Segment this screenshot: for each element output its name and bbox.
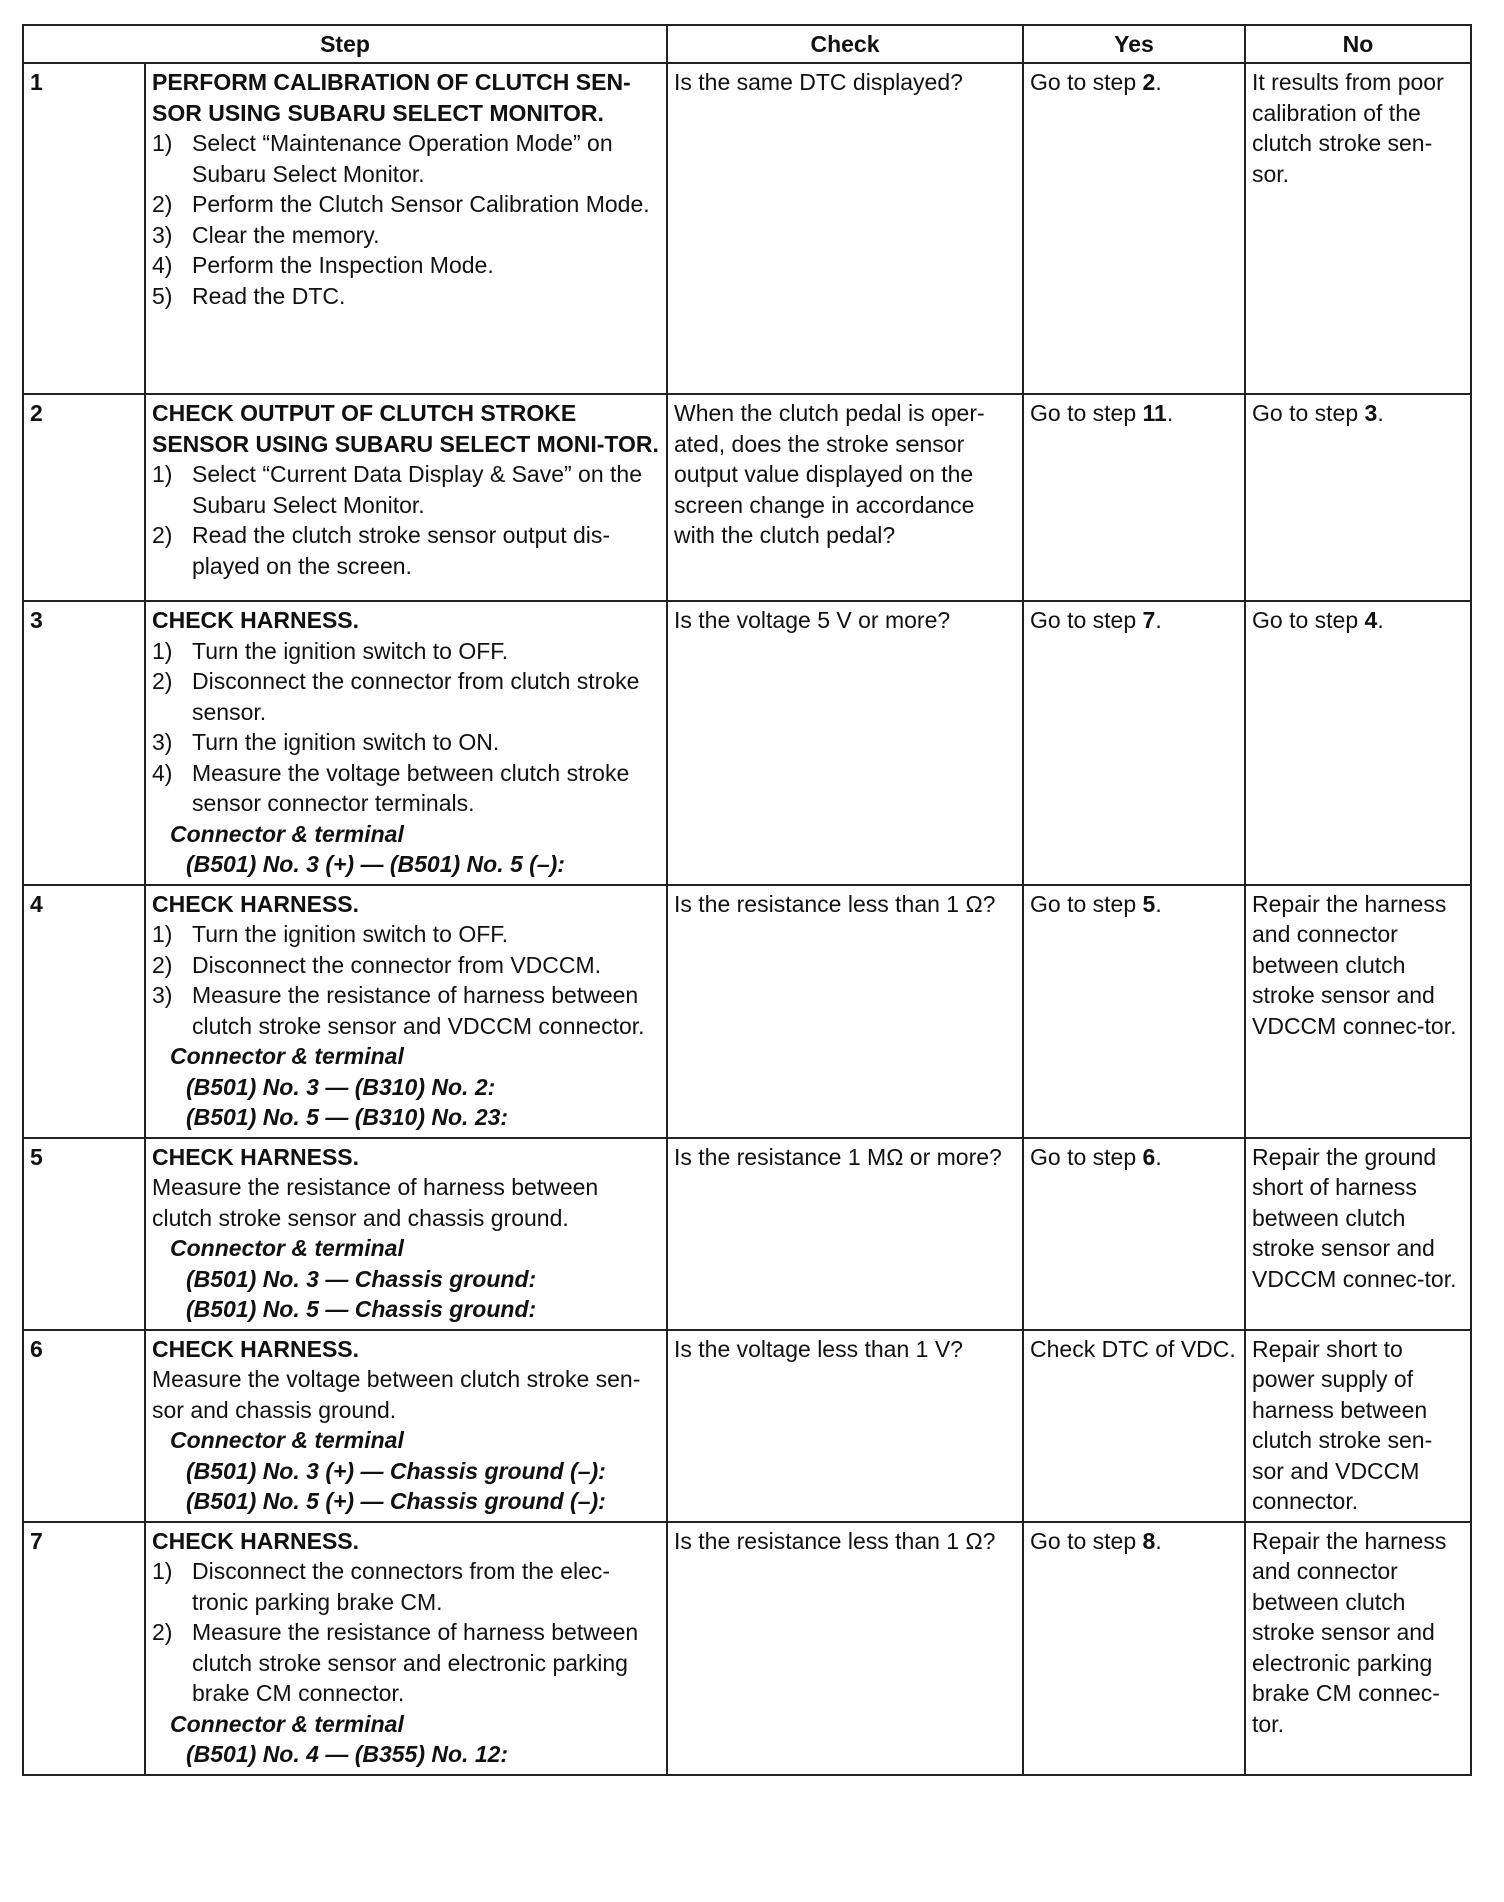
table-row xyxy=(23,394,1471,601)
substep: 4) Perform the Inspection Mode. xyxy=(152,252,494,278)
header-check: Check xyxy=(667,25,1023,63)
step-number: 5 xyxy=(23,1138,145,1330)
step-title: CHECK HARNESS. xyxy=(152,1143,360,1170)
connector-terminal-label: Connector & terminal xyxy=(170,1043,404,1069)
step-number: 2 xyxy=(23,394,145,601)
terminal-line: (B501) No. 3 — Chassis ground: xyxy=(186,1265,537,1292)
diagnostic-table xyxy=(22,24,1472,1776)
no-cell: Repair the harness and connector between clutch stroke sensor and VDCCM connec-tor. xyxy=(1245,885,1471,1138)
header-step: Step xyxy=(23,25,667,63)
no-cell: Go to step 4. xyxy=(1245,601,1471,885)
substep: 1) Select “Current Data Display & Save” on the Subaru Select Monitor. xyxy=(152,461,642,518)
terminal-line: (B501) No. 5 — Chassis ground: xyxy=(186,1296,537,1322)
step-number: 4 xyxy=(23,885,145,1138)
header-row xyxy=(23,25,1471,63)
no-cell: It results from poor calibration of the clutch stroke sen-sor. xyxy=(1245,63,1471,394)
step-cell xyxy=(145,885,667,1138)
substep: 3) Measure the resistance of harness between clutch stroke sensor and VDCCM connector. xyxy=(152,982,645,1039)
step-cell xyxy=(145,601,667,885)
step-title: CHECK HARNESS. xyxy=(152,1527,360,1554)
substep: 2) Perform the Clutch Sensor Calibration Mode. xyxy=(152,191,650,217)
table-row xyxy=(23,601,1471,885)
step-title: CHECK HARNESS. xyxy=(152,890,360,917)
no-cell: Go to step 3. xyxy=(1245,394,1471,601)
yes-cell: Go to step 7. xyxy=(1023,601,1245,885)
header-yes: Yes xyxy=(1023,25,1245,63)
substep: 1) Disconnect the connectors from the elec-tronic parking brake CM. xyxy=(152,1558,611,1615)
check-cell: Is the voltage 5 V or more? xyxy=(667,601,1023,885)
substep: 2) Measure the resistance of harness between clutch stroke sensor and electronic parking brake CM connector. xyxy=(152,1619,639,1706)
no-cell: Repair the harness and connector between clutch stroke sensor and electronic parking brake CM connec-tor. xyxy=(1245,1522,1471,1775)
yes-cell: Go to step 2. xyxy=(1023,63,1245,394)
step-cell xyxy=(145,1522,667,1775)
substep: 2) Read the clutch stroke sensor output dis-played on the screen. xyxy=(152,522,611,579)
step-title: CHECK OUTPUT OF CLUTCH STROKE SENSOR USING SUBARU SELECT MONI-TOR. xyxy=(152,400,659,457)
terminal-line: (B501) No. 5 — (B310) No. 23: xyxy=(186,1104,509,1130)
table-row xyxy=(23,63,1471,394)
no-cell: Repair the ground short of harness between clutch stroke sensor and VDCCM connec-tor. xyxy=(1245,1138,1471,1330)
table-row xyxy=(23,1330,1471,1522)
check-cell: Is the resistance less than 1 Ω? xyxy=(667,1522,1023,1775)
substep: 4) Measure the voltage between clutch stroke sensor connector terminals. xyxy=(152,759,630,816)
check-cell: When the clutch pedal is oper-ated, does the stroke sensor output value displayed on the screen change in accordance with the clutch pedal? xyxy=(667,394,1023,601)
step-title: CHECK HARNESS. xyxy=(152,607,360,633)
substep: 3) Clear the memory. xyxy=(152,221,380,248)
check-cell: Is the same DTC displayed? xyxy=(667,63,1023,394)
check-cell: Is the resistance less than 1 Ω? xyxy=(667,885,1023,1138)
terminal-line: (B501) No. 3 (+) — (B501) No. 5 (–): xyxy=(186,851,565,877)
step-number: 7 xyxy=(23,1522,145,1775)
substep: 3) Turn the ignition switch to ON. xyxy=(152,729,500,755)
step-cell xyxy=(145,1138,667,1330)
table-row xyxy=(23,1522,1471,1775)
yes-cell: Go to step 6. xyxy=(1023,1138,1245,1330)
step-cell xyxy=(145,394,667,601)
substep: 5) Read the DTC. xyxy=(152,282,346,309)
connector-terminal-label: Connector & terminal xyxy=(170,1427,404,1453)
table-row xyxy=(23,885,1471,1138)
yes-cell: Check DTC of VDC. xyxy=(1023,1330,1245,1522)
step-number: 1 xyxy=(23,63,145,394)
step-instruction: Measure the resistance of harness between clutch stroke sensor and chassis ground. xyxy=(152,1174,599,1231)
substep: 1) Turn the ignition switch to OFF. xyxy=(152,637,509,664)
check-cell: Is the voltage less than 1 V? xyxy=(667,1330,1023,1522)
connector-terminal-label: Connector & terminal xyxy=(170,1235,404,1261)
terminal-line: (B501) No. 4 — (B355) No. 12: xyxy=(186,1741,509,1767)
yes-cell: Go to step 5. xyxy=(1023,885,1245,1138)
yes-cell: Go to step 8. xyxy=(1023,1522,1245,1775)
step-title: CHECK HARNESS. xyxy=(152,1335,360,1362)
substep: 1) Turn the ignition switch to OFF. xyxy=(152,921,509,947)
no-cell: Repair short to power supply of harness between clutch stroke sen-sor and VDCCM connector. xyxy=(1245,1330,1471,1522)
check-cell: Is the resistance 1 MΩ or more? xyxy=(667,1138,1023,1330)
step-cell xyxy=(145,63,667,394)
terminal-line: (B501) No. 3 (+) — Chassis ground (–): xyxy=(186,1457,606,1484)
connector-terminal-label: Connector & terminal xyxy=(170,820,404,847)
step-number: 6 xyxy=(23,1330,145,1522)
step-cell xyxy=(145,1330,667,1522)
step-title: PERFORM CALIBRATION OF CLUTCH SEN-SOR USING SUBARU SELECT MONITOR. xyxy=(152,69,631,126)
yes-cell: Go to step 11. xyxy=(1023,394,1245,601)
step-number: 3 xyxy=(23,601,145,885)
header-no: No xyxy=(1245,25,1471,63)
connector-terminal-label: Connector & terminal xyxy=(170,1710,404,1737)
substep: 1) Select “Maintenance Operation Mode” on Subaru Select Monitor. xyxy=(152,130,613,187)
terminal-line: (B501) No. 5 (+) — Chassis ground (–): xyxy=(186,1488,606,1514)
substep: 2) Disconnect the connector from clutch stroke sensor. xyxy=(152,668,640,725)
table-row xyxy=(23,1138,1471,1330)
terminal-line: (B501) No. 3 — (B310) No. 2: xyxy=(186,1073,496,1100)
substep: 2) Disconnect the connector from VDCCM. xyxy=(152,951,602,978)
step-instruction: Measure the voltage between clutch stroke sen-sor and chassis ground. xyxy=(152,1366,641,1423)
